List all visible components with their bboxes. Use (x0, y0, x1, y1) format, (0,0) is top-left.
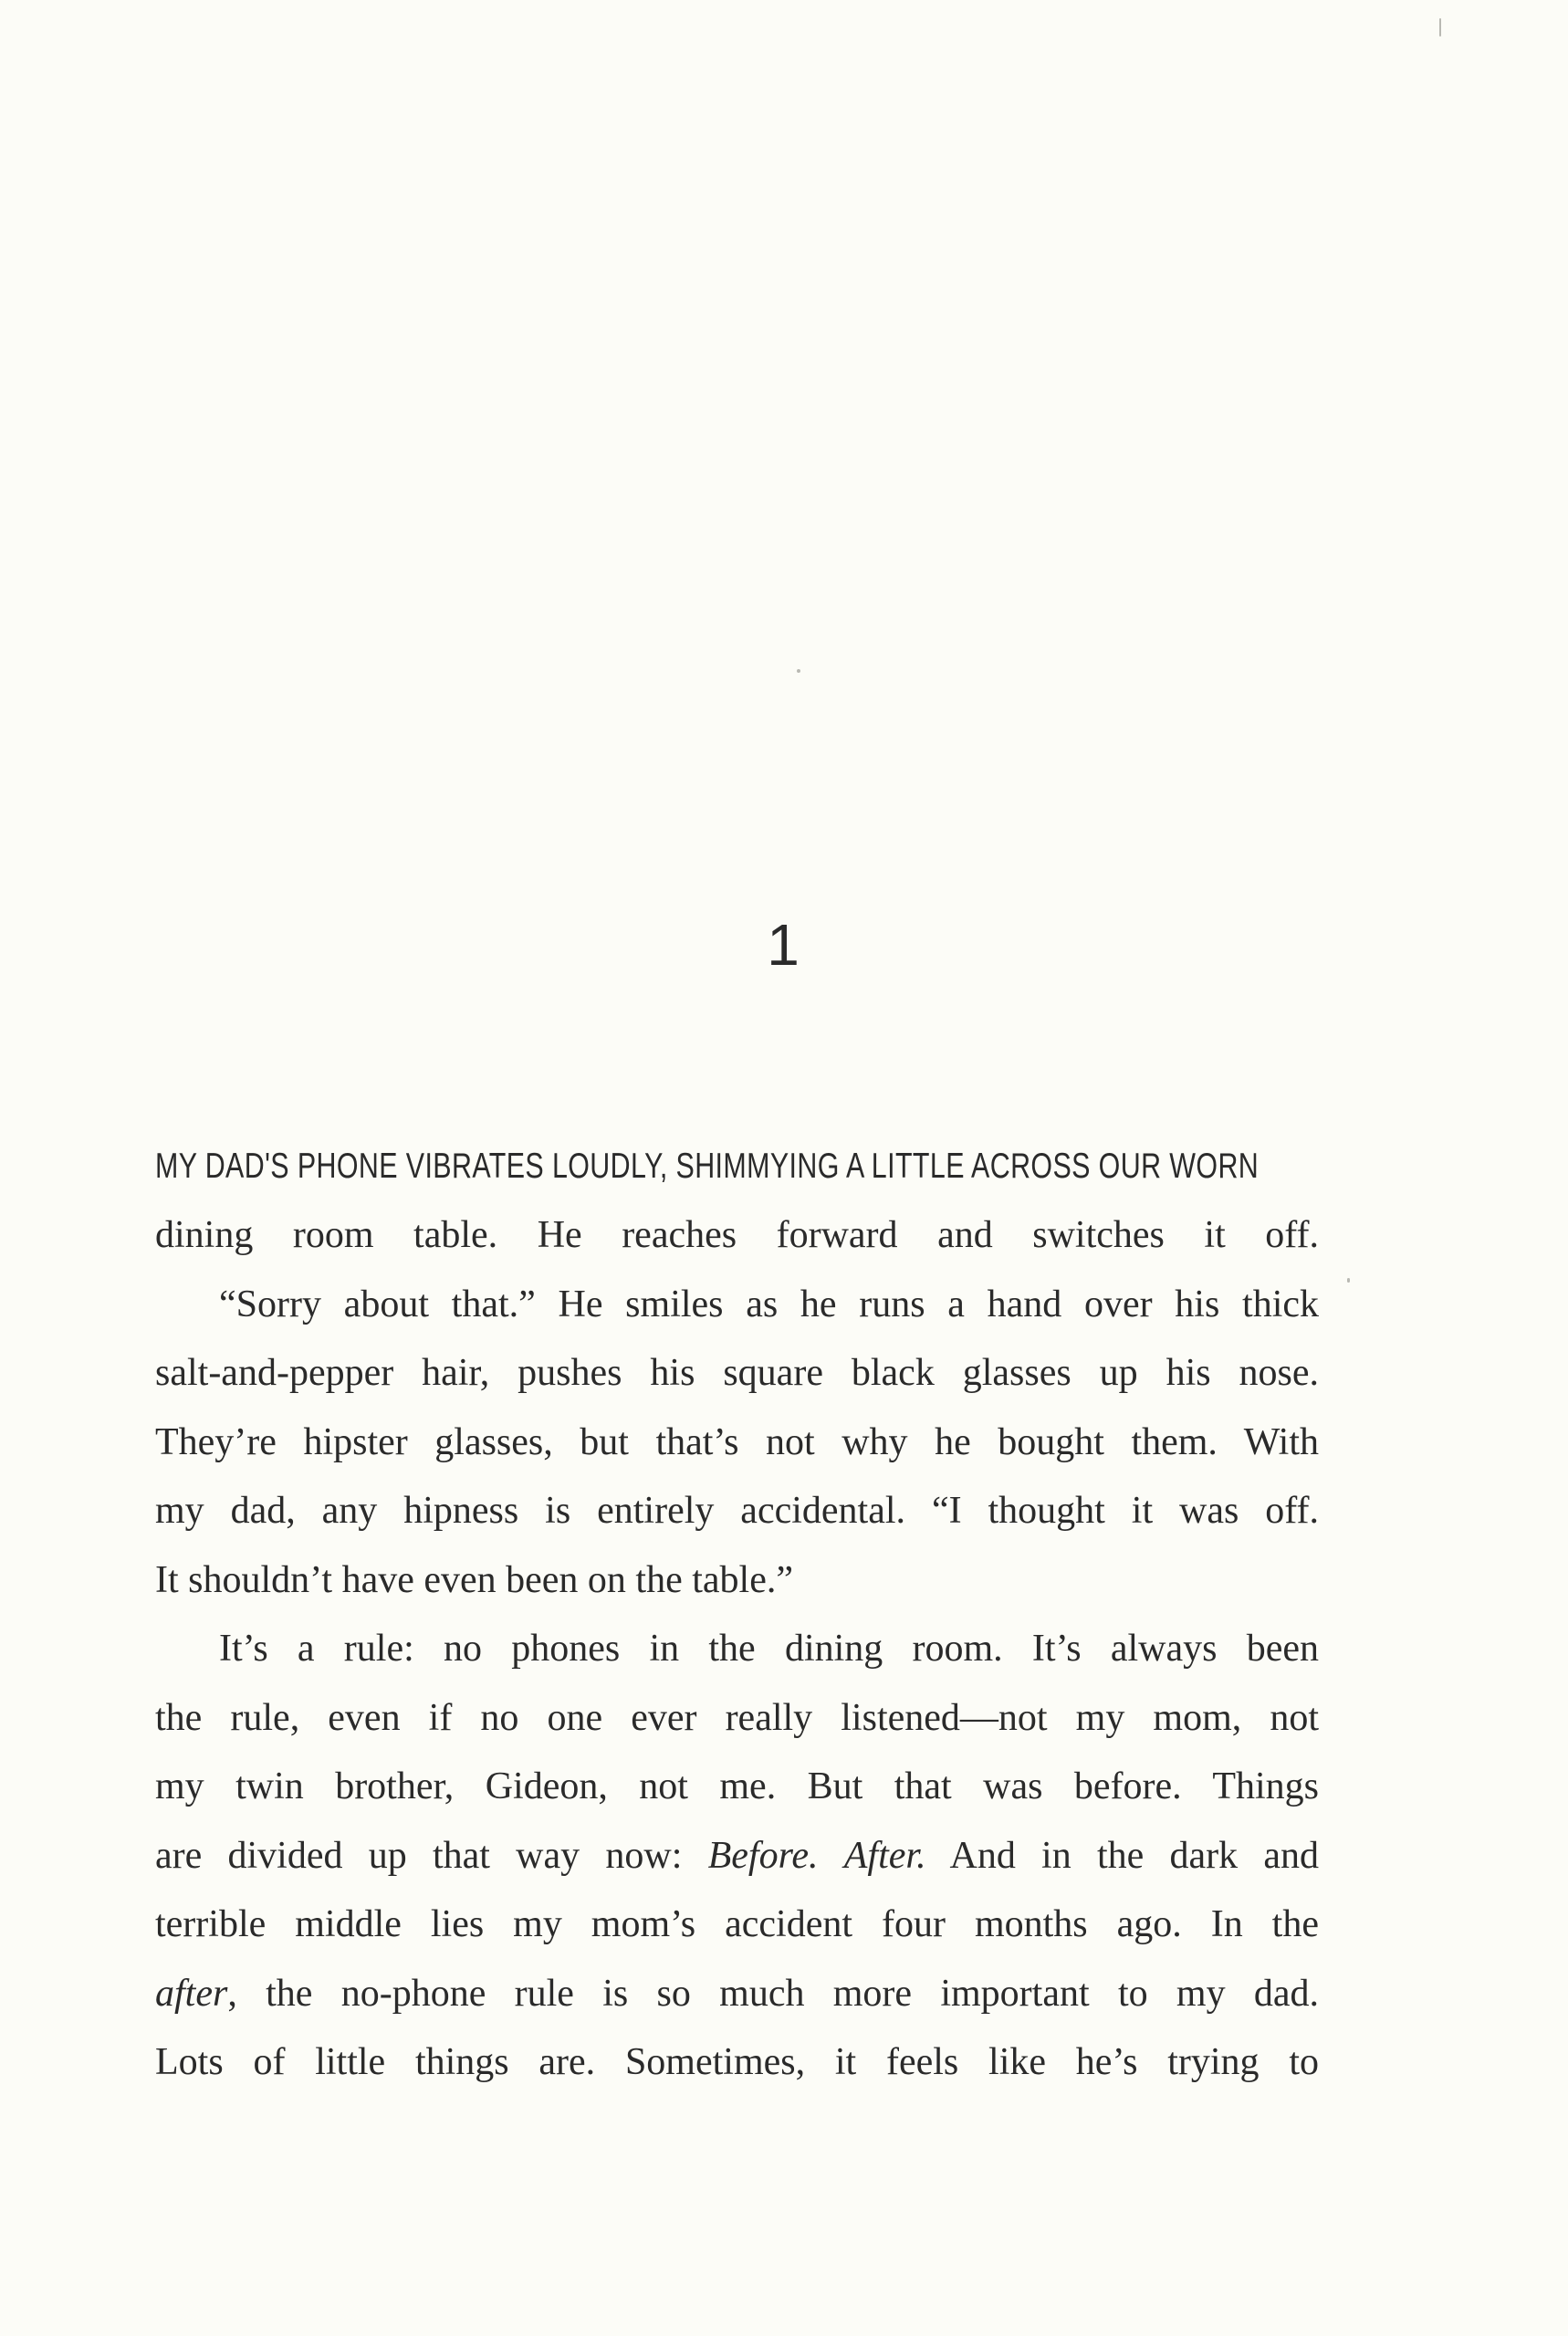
text-line: the rule, even if no one ever really listened—not my mom, not (155, 1696, 1319, 1739)
text-line: “Sorry about that.” He smiles as he runs a hand over his thick (219, 1283, 1319, 1325)
text-line: It shouldn’t have even been on the table.” (155, 1558, 793, 1601)
text-line: my dad, any hipness is entirely accidental. “I thought it was off. (155, 1490, 1319, 1532)
text-line: my twin brother, Gideon, not me. But that was before. Things (155, 1765, 1319, 1807)
chapter-number: 1 (767, 912, 801, 978)
scan-speck (1347, 1278, 1350, 1283)
scan-speck (1439, 18, 1441, 37)
scan-speck (797, 669, 800, 673)
text-span: And in the dark and (925, 1834, 1320, 1877)
opening-small-caps-line: MY DAD'S PHONE VIBRATES LOUDLY, SHIMMYING A LITTLE ACROSS OUR WORN (155, 1147, 1260, 1186)
text-span: , the no-phone rule is so much more important to my dad. (227, 1972, 1319, 2015)
text-line: It’s a rule: no phones in the dining room. It’s always been (219, 1628, 1319, 1670)
text-line (155, 1960, 1319, 2029)
chapter-text (155, 1132, 1319, 2098)
text-line: dining room table. He reaches forward and switches it off. (155, 1214, 1319, 1256)
italic-after: After. (843, 1834, 926, 1877)
italic-before: Before. (707, 1834, 819, 1877)
text-line: They’re hipster glasses, but that’s not why he bought them. With (155, 1420, 1319, 1463)
text-line: salt-and-pepper hair, pushes his square black glasses up his nose. (155, 1352, 1319, 1394)
text-span (819, 1835, 844, 1877)
text-span: are divided up that way now: (155, 1834, 708, 1877)
text-line: terrible middle lies my mom’s accident four months ago. In the (155, 1903, 1319, 1945)
text-line (155, 1822, 1319, 1891)
italic-after: after (155, 1972, 228, 2015)
text-line: Lots of little things are. Sometimes, it feels like he’s trying to (155, 2041, 1319, 2083)
